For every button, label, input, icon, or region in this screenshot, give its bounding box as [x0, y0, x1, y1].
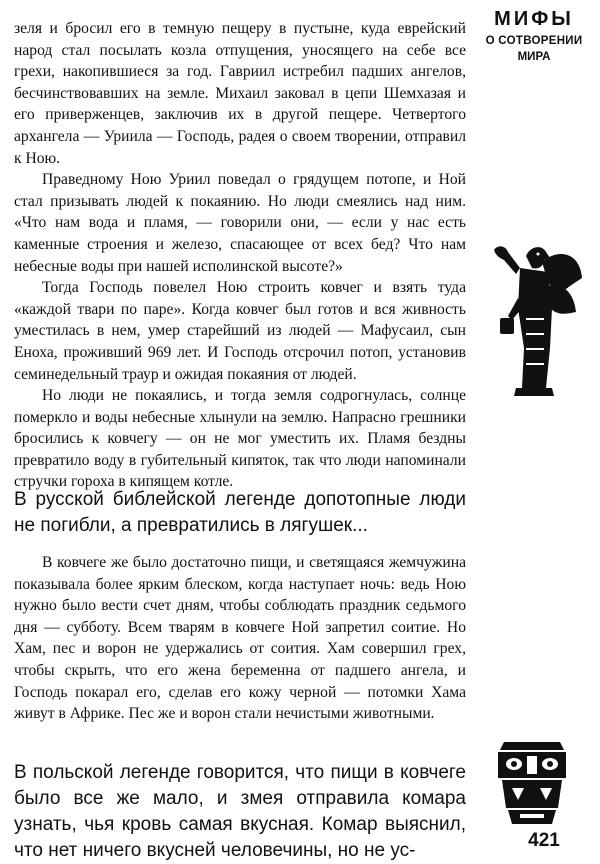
paragraph-2: Праведному Ною Уриил поведал о грядущем потопе, и Ной стал призывать людей к покаянию. Но люди смеялись над ним. «Что нам вода и пламя, — говорили они, — если у нас есть каменные строения и железо, спасающее от всех бед? Что нам небесные воды при нашей исполинской высоте?»: [14, 171, 466, 275]
winged-deity-illustration: [486, 238, 586, 398]
sidebar-heading: [478, 8, 590, 63]
main-text-2: [14, 552, 466, 725]
section-title: МИФЫ: [494, 8, 574, 30]
paragraph-4: Но люди не покаялись, и тогда земля содрогнулась, солнце померкло и воды небесные хлынули на землю. Напрасно грешники бросились к ковчегу — он не мог уместить их. Пламя бездны превратило воду в губительный кипяток, так что люди напоминали стручки гороха в кипящем котле.: [14, 387, 466, 491]
paragraph-1: зеля и бросил его в темную пещеру в пустыне, куда еврейский народ стал посылать козла отпущения, уносящего на себе все грехи, накопившиеся за год. Гавриил истребил падших ангелов, бесчинствовавших на земле. Михаил заковал в цепи Шемхазая и его приверженцев, заключив их в другой пещере. Четвертого архангела — Уриила — Господь, радея о своем творении, отправил к Ною.: [14, 20, 466, 167]
paragraph-3: Тогда Господь повелел Ною строить ковчег и взять туда «каждой твари по паре». Когда ковчег был готов и вся живность уместилась в нем, умер старейший из людей — Мафусаил, сын Еноха, проживший 969 лет. И Господь отсрочил потоп, установив семинедельный траур и ожидая покаяния от людей.: [14, 279, 466, 383]
section-subtitle: О СОТВОРЕНИИ: [485, 35, 583, 47]
main-text: [14, 18, 466, 493]
pull-quote-2: В польской легенде говорится, что пищи в ковчеге было все же мало, и змея отправила комара узнать, чья кровь самая вкусная. Комар выяснил, что нет ничего вкусней человечины, но не ус-: [14, 762, 466, 861]
totem-mask-illustration: [494, 738, 570, 828]
page-number: 421: [528, 830, 560, 851]
pull-quote-1: В русской библейской легенде допотопные люди не погибли, а превратились в лягушек...: [14, 489, 466, 536]
section-subtitle-2: МИРА: [517, 51, 551, 63]
paragraph-5: В ковчеге же было достаточно пищи, и светящаяся жемчужина показывала более ярким блеском, когда наступает ночь: ведь Ною нужно было вести счет дням, чтобы соблюдать праздник седьмого дня — субботу. Всем тварям в ковчеге Ной запретил соитие. Но Хам, пес и ворон не удержались от соития. Хам совершил грех, чтобы скрыть, что его жена беременна от падшего ангела, и Господь покарал его, сделав его кожу черной — потомки Хама живут в Африке. Пес же и ворон стали нечистыми животными.: [14, 554, 466, 723]
